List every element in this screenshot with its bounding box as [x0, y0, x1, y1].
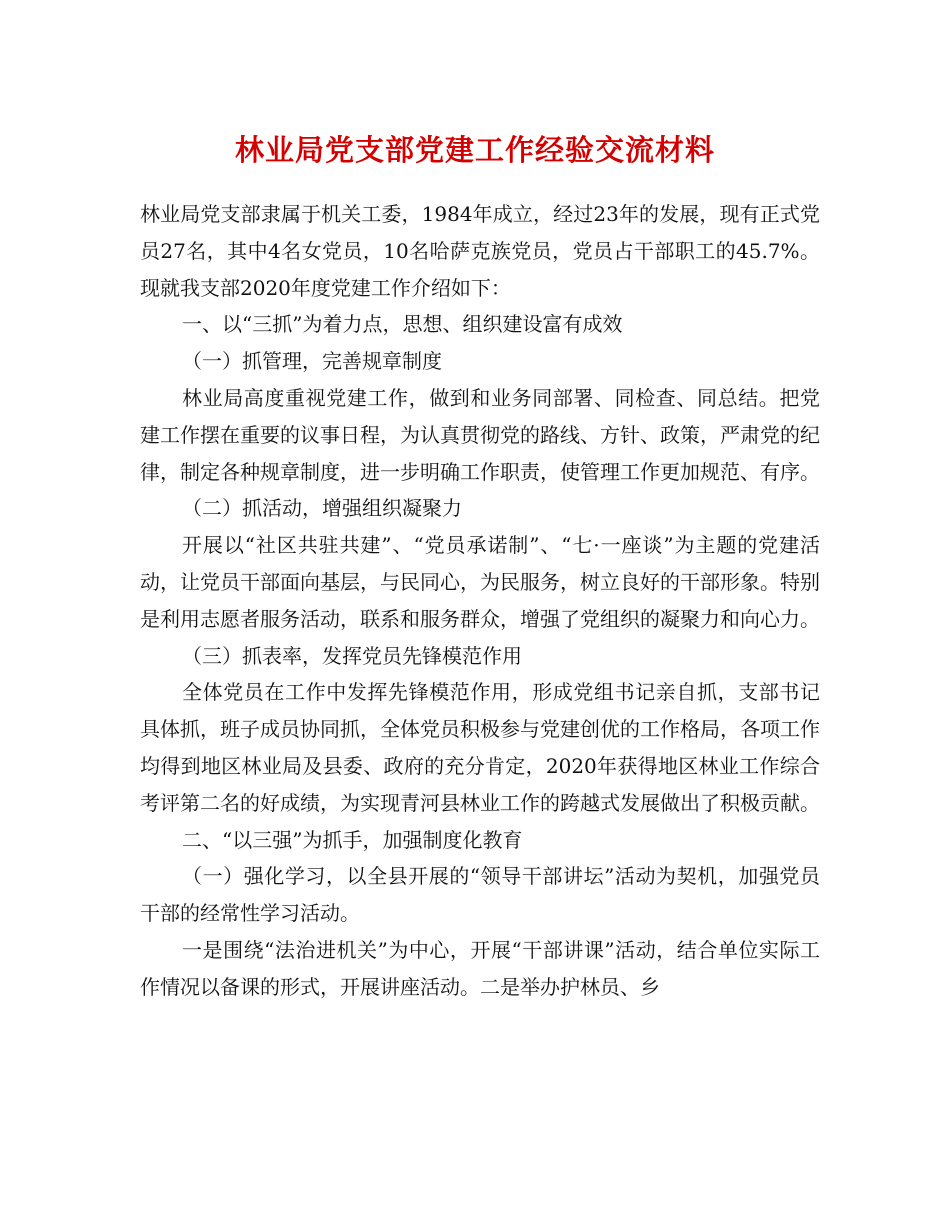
paragraph: 一、以“三抓”为着力点，思想、组织建设富有成效	[182, 312, 623, 337]
paragraph: （一）抓管理，完善规章制度	[182, 349, 442, 374]
paragraph: 二、“以三强”为抓手，加强制度化教育	[182, 827, 523, 852]
paragraph: 林业局党支部隶属于机关工委，1984年成立，经过23年的发展，现有正式党员27名，其中4名女党员，10名哈萨克族党员，党员占干部职工的45.7%。现就我支部2020年度党建工作介绍如下：	[140, 202, 820, 300]
paragraph: （一）强化学习，以全县开展的“领导干部讲坛”活动为契机，加强党员干部的经常性学习活动。	[140, 864, 820, 926]
paragraph: （三）抓表率，发挥党员先锋模范作用	[182, 643, 522, 668]
paragraph: （二）抓活动，增强组织凝聚力	[182, 496, 462, 521]
paragraph: 一是围绕“法治进机关”为中心，开展“干部讲课”活动，结合单位实际工作情况以备课的形式，开展讲座活动。二是举办护林员、乡	[140, 937, 820, 999]
paragraph: 林业局高度重视党建工作，做到和业务同部署、同检查、同总结。把党建工作摆在重要的议事日程，为认真贯彻党的路线、方针、政策，严肃党的纪律，制定各种规章制度，进一步明确工作职责，使管理工作更加规范、有序。	[140, 385, 820, 484]
document-title: 林业局党支部党建工作经验交流材料	[234, 133, 715, 167]
paragraph: 开展以“社区共驻共建”、“党员承诺制”、“七·一座谈”为主题的党建活动，让党员干部面向基层，与民同心，为民服务，树立良好的干部形象。特别是利用志愿者服务活动，联系和服务群众，增强了党组织的凝聚力和向心力。	[140, 533, 820, 631]
paragraph: 全体党员在工作中发挥先锋模范作用，形成党组书记亲自抓，支部书记具体抓，班子成员协同抓，全体党员积极参与党建创优的工作格局，各项工作均得到地区林业局及县委、政府的充分肯定，2020年获得地区林业工作综合考评第二名的好成绩，为实现青河县林业工作的跨越式发展做出了积极贡献。	[140, 680, 820, 815]
document-body	[140, 196, 820, 1006]
